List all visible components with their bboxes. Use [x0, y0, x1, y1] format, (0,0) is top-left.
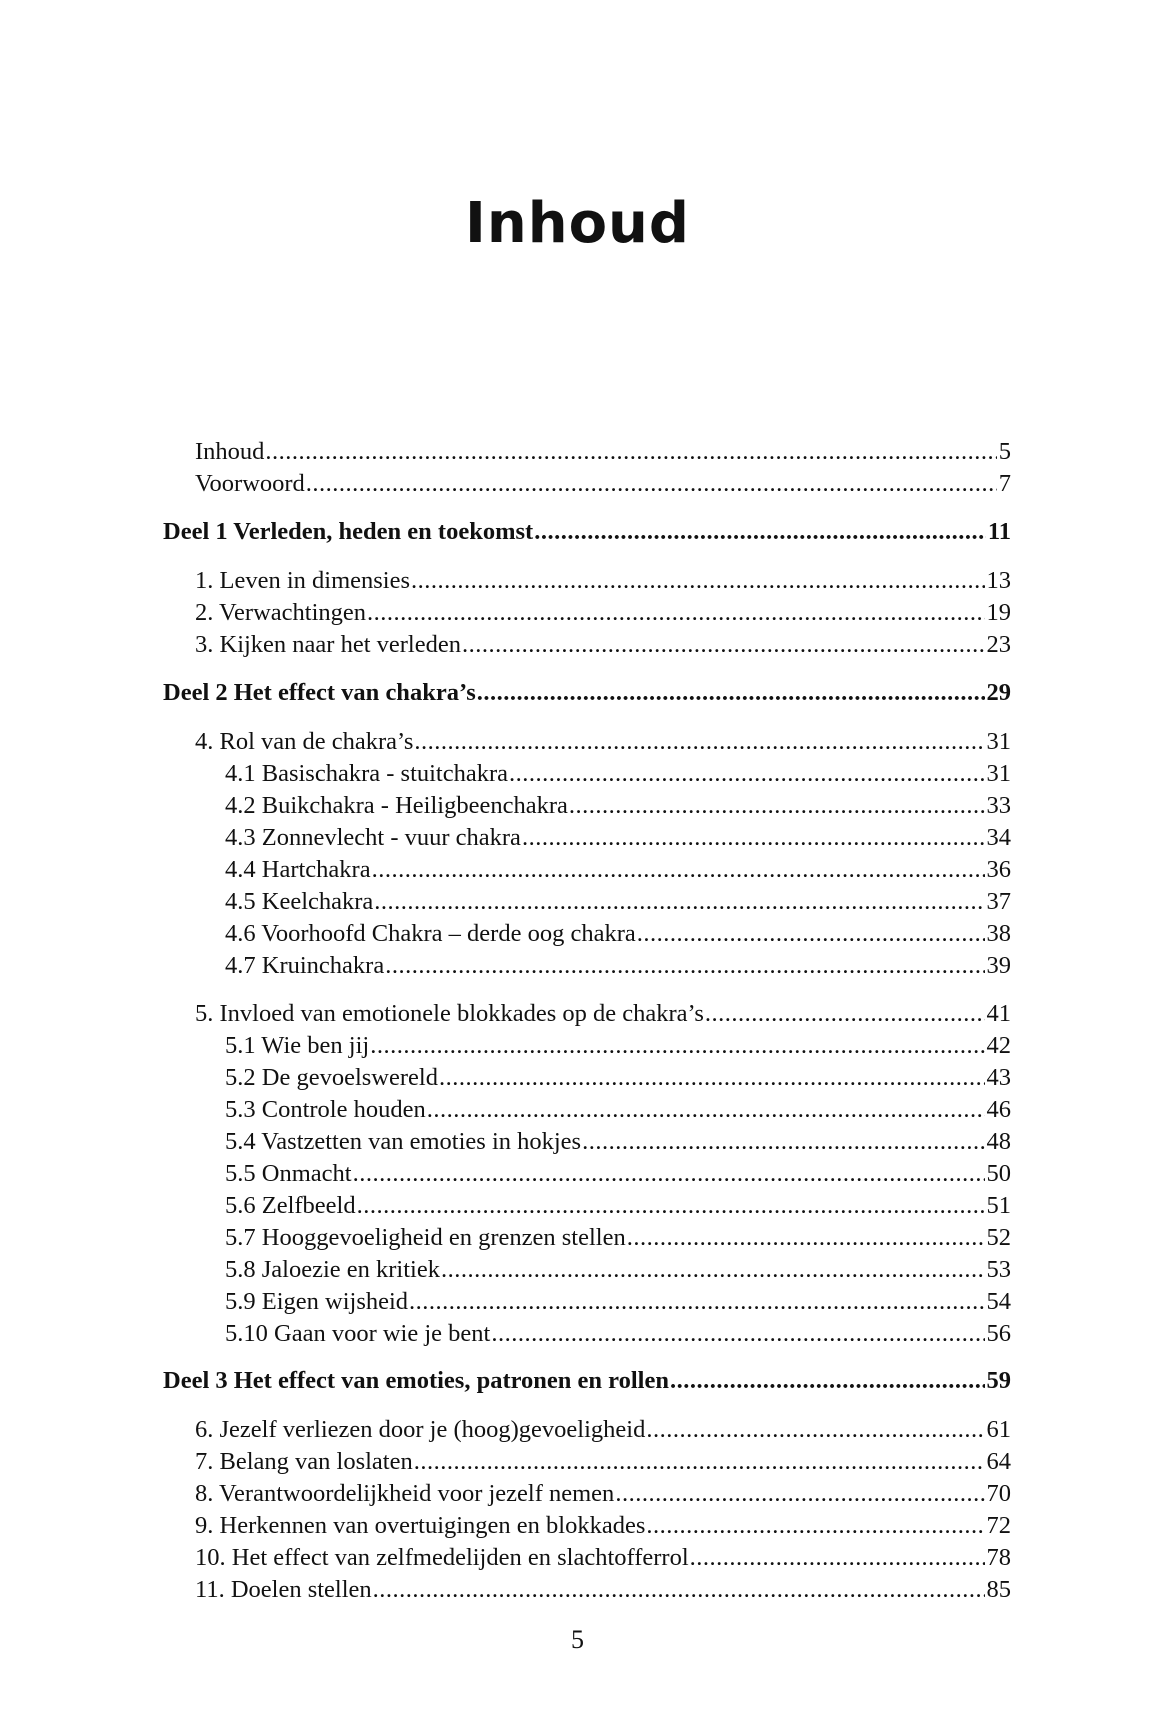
toc-leader-dots — [522, 822, 985, 854]
toc-entry-chapter-6[interactable] — [195, 1414, 1011, 1446]
toc-part-3[interactable] — [163, 1365, 1011, 1397]
toc-leader-dots — [427, 1094, 985, 1126]
toc-page-number: 78 — [986, 1544, 1011, 1571]
toc-page-number: 11 — [987, 518, 1011, 545]
toc-leader-dots — [646, 1414, 984, 1446]
toc-label: 8. Verantwoordelijkheid voor jezelf nemen — [195, 1480, 615, 1507]
toc-label: 5.7 Hooggevoeligheid en grenzen stellen — [225, 1224, 626, 1251]
toc-page-number: 70 — [986, 1480, 1011, 1507]
toc-label: 4.7 Kruinchakra — [225, 952, 385, 979]
toc-label: Deel 3 Het effect van emoties, patronen en rollen — [163, 1367, 669, 1394]
toc-leader-dots — [370, 1030, 984, 1062]
toc-leader-dots — [374, 886, 984, 918]
toc-subentry-5-9[interactable] — [225, 1286, 1011, 1318]
toc-page-number: 54 — [986, 1288, 1011, 1315]
toc-page-number: 39 — [986, 952, 1011, 979]
toc-page-number: 52 — [986, 1224, 1011, 1251]
toc-label: Deel 1 Verleden, heden en toekomst — [163, 518, 534, 545]
toc-leader-dots — [582, 1126, 984, 1158]
toc-leader-dots — [477, 677, 985, 709]
toc-subentry-4-1[interactable] — [225, 758, 1011, 790]
toc-label: 5.4 Vastzetten van emoties in hokjes — [225, 1128, 582, 1155]
toc-leader-dots — [670, 1365, 985, 1397]
toc-leader-dots — [265, 436, 996, 468]
toc-entry-chapter-4[interactable] — [195, 726, 1011, 758]
toc-page-number: 36 — [986, 856, 1011, 883]
toc-page-number: 72 — [986, 1512, 1011, 1539]
toc-part-2[interactable] — [163, 677, 1011, 709]
toc-label: 5.2 De gevoelswereld — [225, 1064, 438, 1091]
toc-page-number: 42 — [986, 1032, 1011, 1059]
toc-page-number: 13 — [986, 567, 1011, 594]
toc-leader-dots — [690, 1542, 985, 1574]
toc-leader-dots — [357, 1190, 985, 1222]
toc-page-number: 34 — [986, 824, 1011, 851]
toc-subentry-5-5[interactable] — [225, 1158, 1011, 1190]
toc-page-number: 56 — [986, 1320, 1011, 1347]
toc-label: 5.9 Eigen wijsheid — [225, 1288, 409, 1315]
toc-page-number: 48 — [986, 1128, 1011, 1155]
toc-label: 6. Jezelf verliezen door je (hoog)gevoeligheid — [195, 1416, 646, 1443]
toc-label: 4.5 Keelchakra — [225, 888, 374, 915]
toc-entry-inhoud[interactable] — [195, 436, 1011, 468]
toc-entry-chapter-5[interactable] — [195, 998, 1011, 1030]
toc-page-number: 31 — [986, 760, 1011, 787]
toc-entry-voorwoord[interactable] — [195, 468, 1011, 500]
toc-leader-dots — [411, 565, 984, 597]
toc-leader-dots — [441, 1254, 985, 1286]
toc-leader-dots — [615, 1478, 984, 1510]
toc-page-number: 46 — [986, 1096, 1011, 1123]
toc-page-number: 5 — [998, 438, 1011, 465]
toc-page-number: 51 — [986, 1192, 1011, 1219]
toc-entry-chapter-8[interactable] — [195, 1478, 1011, 1510]
toc-label: 2. Verwachtingen — [195, 599, 366, 626]
toc-page-number: 29 — [986, 679, 1011, 706]
toc-leader-dots — [534, 516, 986, 548]
toc-subentry-5-6[interactable] — [225, 1190, 1011, 1222]
toc-leader-dots — [491, 1318, 984, 1350]
toc-subentry-5-1[interactable] — [225, 1030, 1011, 1062]
toc-label: Inhoud — [195, 438, 265, 465]
toc-entry-chapter-3[interactable] — [195, 629, 1011, 661]
toc-label: 5.5 Onmacht — [225, 1160, 352, 1187]
toc-entry-chapter-1[interactable] — [195, 565, 1011, 597]
toc-subentry-4-6[interactable] — [225, 918, 1011, 950]
toc-subentry-5-10[interactable] — [225, 1318, 1011, 1350]
toc-entry-chapter-2[interactable] — [195, 597, 1011, 629]
toc-label: 4.2 Buikchakra - Heiligbeenchakra — [225, 792, 568, 819]
toc-part-1[interactable] — [163, 516, 1011, 548]
toc-page-number: 7 — [998, 470, 1011, 497]
toc-subentry-4-7[interactable] — [225, 950, 1011, 982]
toc-entry-chapter-9[interactable] — [195, 1510, 1011, 1542]
toc-label: 5.6 Zelfbeeld — [225, 1192, 356, 1219]
toc-label: 10. Het effect van zelfmedelijden en slachtofferrol — [195, 1544, 689, 1571]
toc-page-number: 61 — [986, 1416, 1011, 1443]
toc-leader-dots — [705, 998, 985, 1030]
toc-leader-dots — [353, 1158, 985, 1190]
toc-page-number: 41 — [986, 1000, 1011, 1027]
toc-leader-dots — [569, 790, 985, 822]
toc-label: 5.1 Wie ben jij — [225, 1032, 370, 1059]
toc-subentry-5-4[interactable] — [225, 1126, 1011, 1158]
toc-page-number: 43 — [986, 1064, 1011, 1091]
toc-label: 3. Kijken naar het verleden — [195, 631, 461, 658]
page-title: Inhoud — [465, 191, 690, 256]
toc-subentry-4-5[interactable] — [225, 886, 1011, 918]
toc-leader-dots — [637, 918, 985, 950]
toc-subentry-5-8[interactable] — [225, 1254, 1011, 1286]
toc-page-number: 50 — [986, 1160, 1011, 1187]
toc-page-number: 33 — [986, 792, 1011, 819]
toc-label: 1. Leven in dimensies — [195, 567, 411, 594]
toc-label: 4.4 Hartchakra — [225, 856, 371, 883]
toc-page-number: 37 — [986, 888, 1011, 915]
page-number: 5 — [571, 1625, 584, 1654]
toc-subentry-5-3[interactable] — [225, 1094, 1011, 1126]
toc-leader-dots — [414, 726, 984, 758]
toc-leader-dots — [646, 1510, 984, 1542]
toc-subentry-4-2[interactable] — [225, 790, 1011, 822]
toc-label: 5.3 Controle houden — [225, 1096, 426, 1123]
toc-label: 5.10 Gaan voor wie je bent — [225, 1320, 491, 1347]
toc-label: 4.6 Voorhoofd Chakra – derde oog chakra — [225, 920, 636, 947]
toc-label: 5. Invloed van emotionele blokkades op de chakra’s — [195, 1000, 704, 1027]
toc-leader-dots — [373, 1574, 985, 1606]
toc-page-number: 53 — [986, 1256, 1011, 1283]
toc-label: 9. Herkennen van overtuigingen en blokkades — [195, 1512, 646, 1539]
toc-leader-dots — [509, 758, 984, 790]
toc-leader-dots — [306, 468, 997, 500]
toc-page-number: 85 — [986, 1576, 1011, 1603]
toc-page-number: 64 — [986, 1448, 1011, 1475]
toc-entry-chapter-7[interactable] — [195, 1446, 1011, 1478]
toc-label: 7. Belang van loslaten — [195, 1448, 413, 1475]
toc-label: 5.8 Jaloezie en kritiek — [225, 1256, 440, 1283]
toc-page-number: 38 — [986, 920, 1011, 947]
toc-leader-dots — [627, 1222, 985, 1254]
toc-leader-dots — [414, 1446, 985, 1478]
toc-label: 4.1 Basischakra - stuitchakra — [225, 760, 509, 787]
toc-leader-dots — [372, 854, 985, 886]
toc-label: 4.3 Zonnevlecht - vuur chakra — [225, 824, 521, 851]
toc-label: Voorwoord — [195, 470, 305, 497]
toc-subentry-4-4[interactable] — [225, 854, 1011, 886]
toc-label: 11. Doelen stellen — [195, 1576, 372, 1603]
toc-leader-dots — [367, 597, 985, 629]
toc-leader-dots — [409, 1286, 984, 1318]
toc-page-number: 59 — [986, 1367, 1011, 1394]
toc-page-number: 31 — [986, 728, 1011, 755]
toc-subentry-4-3[interactable] — [225, 822, 1011, 854]
toc-leader-dots — [385, 950, 984, 982]
toc-page-number: 23 — [986, 631, 1011, 658]
toc-label: Deel 2 Het effect van chakra’s — [163, 679, 476, 706]
toc-entry-chapter-11[interactable] — [195, 1574, 1011, 1606]
toc-leader-dots — [439, 1062, 985, 1094]
toc-subentry-5-7[interactable] — [225, 1222, 1011, 1254]
toc-subentry-5-2[interactable] — [225, 1062, 1011, 1094]
toc-label: 4. Rol van de chakra’s — [195, 728, 414, 755]
toc-page-number: 19 — [986, 599, 1011, 626]
toc-entry-chapter-10[interactable] — [195, 1542, 1011, 1574]
toc-leader-dots — [462, 629, 985, 661]
